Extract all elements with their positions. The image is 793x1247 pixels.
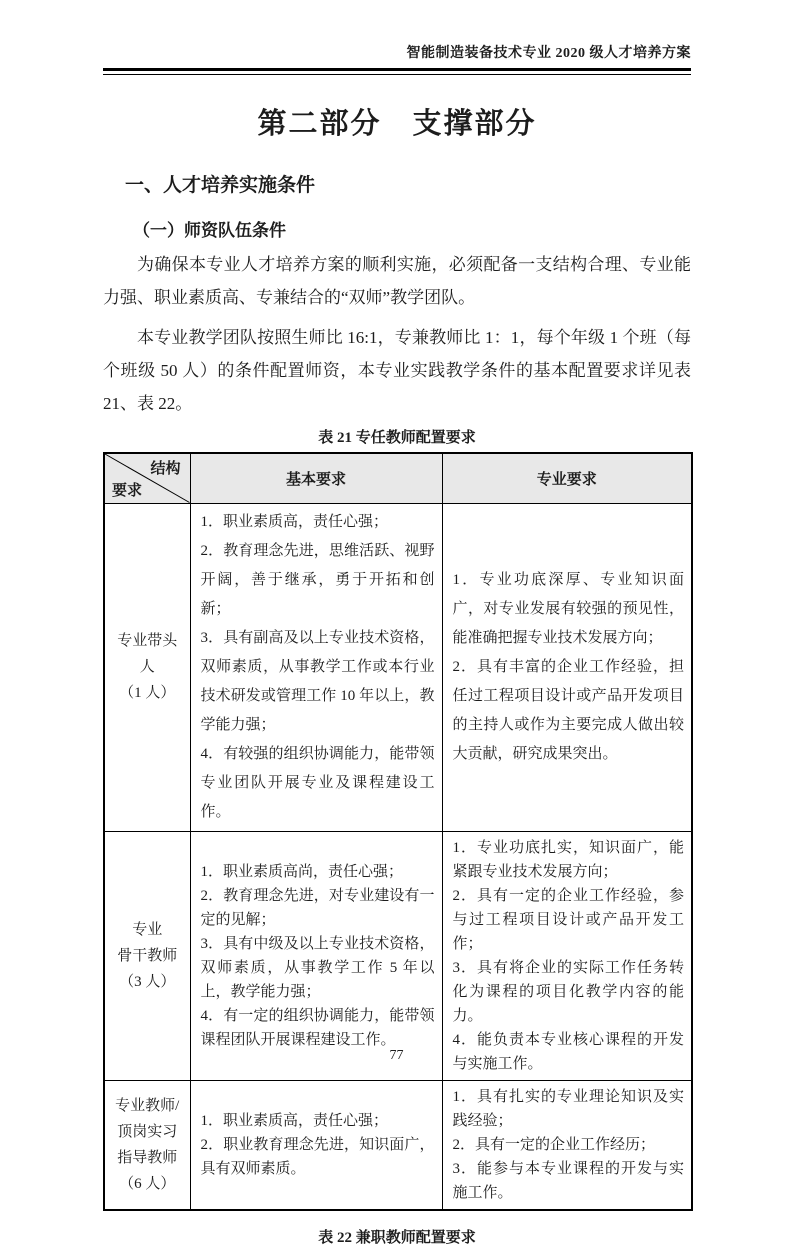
requirement-item: 2．具有一定的企业工作经历； bbox=[452, 1136, 656, 1153]
requirement-item: 1．职业素质高尚，责任心强； bbox=[200, 863, 404, 880]
basic-requirements-cell-leader bbox=[190, 503, 442, 831]
corner-label-structure: 结构 bbox=[150, 461, 181, 477]
requirement-item: 3．具有将企业的实际工作任务转化为课程的项目化教学内容的能力。 bbox=[452, 959, 684, 1024]
header-rule bbox=[103, 68, 691, 75]
requirement-item: 1．职业素质高，责任心强； bbox=[200, 513, 389, 530]
role-cell-instructor: 专业教师/ 顶岗实习 指导教师 （6 人） bbox=[104, 1080, 190, 1210]
subsection-heading: （一）师资队伍条件 bbox=[133, 221, 286, 240]
requirement-item: 1．具有扎实的专业理论知识及实践经验； bbox=[452, 1088, 684, 1129]
table21-caption: 表 21 专任教师配置要求 bbox=[318, 430, 476, 446]
professional-requirements-cell-backbone bbox=[442, 831, 692, 1080]
page-number: 77 bbox=[389, 1048, 404, 1063]
requirement-item: 4．有较强的组织协调能力，能带领专业团队开展专业及课程建设工作。 bbox=[200, 745, 435, 820]
requirement-item: 2．教育理念先进，思维活跃、视野开阔，善于继承，勇于开拓和创新； bbox=[200, 542, 435, 617]
table-row-leader bbox=[104, 503, 692, 831]
requirement-item: 2．职业教育理念先进，知识面广，具有双师素质。 bbox=[200, 1136, 435, 1177]
requirement-item: 4．能负责本专业核心课程的开发与实施工作。 bbox=[452, 1031, 684, 1072]
part-title: 第二部分 支撑部分 bbox=[257, 108, 537, 140]
corner-label-requirement: 要求 bbox=[112, 482, 143, 499]
section-heading: 一、人才培养实施条件 bbox=[125, 175, 316, 196]
requirement-item: 3．能参与本专业课程的开发与实施工作。 bbox=[452, 1160, 684, 1201]
requirement-item: 2．教育理念先进，对专业建设有一定的见解； bbox=[200, 887, 435, 928]
header-title: 智能制造装备技术专业 2020 级人才培养方案 bbox=[406, 46, 691, 61]
basic-requirements-cell-instructor bbox=[190, 1080, 442, 1210]
requirement-item: 4．有一定的组织协调能力，能带领课程团队开展课程建设工作。 bbox=[200, 1007, 435, 1048]
table-row-instructor bbox=[104, 1080, 692, 1210]
requirement-item: 1．职业素质高，责任心强； bbox=[200, 1112, 389, 1129]
requirement-item: 2．具有一定的企业工作经验，参与过工程项目设计或产品开发工作； bbox=[452, 887, 684, 952]
requirement-item: 3．具有副高及以上专业技术资格，双师素质，从事教学工作或本行业技术研发或管理工作 10 年以上，教学能力强； bbox=[200, 629, 435, 733]
table22-caption: 表 22 兼职教师配置要求 bbox=[318, 1229, 476, 1246]
table-body bbox=[104, 503, 692, 1210]
table-row-backbone bbox=[104, 831, 692, 1080]
column-header-basic-requirements: 基本要求 bbox=[190, 453, 442, 503]
requirement-item: 3．具有中级及以上专业技术资格，双师素质，从事教学工作 5 年以上，教学能力强； bbox=[200, 935, 435, 1000]
fulltime-teacher-config-table bbox=[103, 452, 693, 1211]
requirement-item: 1．专业功底扎实，知识面广，能紧跟专业技术发展方向； bbox=[452, 839, 684, 880]
table-corner-cell bbox=[104, 453, 190, 503]
paragraph-staff-ratio: 本专业教学团队按照生师比 16:1，专兼教师比 1：1，每个年级 1 个班（每个班级 50 人）的条件配置师资，本专业实践教学条件的基本配置要求详见表 21、表 22。 bbox=[103, 328, 691, 413]
professional-requirements-cell-instructor bbox=[442, 1080, 692, 1210]
role-cell-backbone: 专业 骨干教师 （3 人） bbox=[104, 831, 190, 1080]
table-header bbox=[104, 453, 692, 503]
role-cell-leader: 专业带头 人 （1 人） bbox=[104, 503, 190, 831]
requirement-item: 2．具有丰富的企业工作经验，担任过工程项目设计或产品开发项目的主持人或作为主要完成人做出较大贡献，研究成果突出。 bbox=[452, 658, 684, 762]
page-header bbox=[103, 42, 691, 75]
requirement-item: 1．专业功底深厚、专业知识面广，对专业发展有较强的预见性，能准确把握专业技术发展方向； bbox=[452, 571, 684, 646]
column-header-professional-requirements: 专业要求 bbox=[442, 453, 692, 503]
professional-requirements-cell-leader bbox=[442, 503, 692, 831]
table-header-row bbox=[104, 453, 692, 503]
paragraph-team-requirement: 为确保本专业人才培养方案的顺利实施，必须配备一支结构合理、专业能力强、职业素质高、专兼结合的“双师”教学团队。 bbox=[103, 255, 691, 307]
basic-requirements-cell-backbone bbox=[190, 831, 442, 1080]
